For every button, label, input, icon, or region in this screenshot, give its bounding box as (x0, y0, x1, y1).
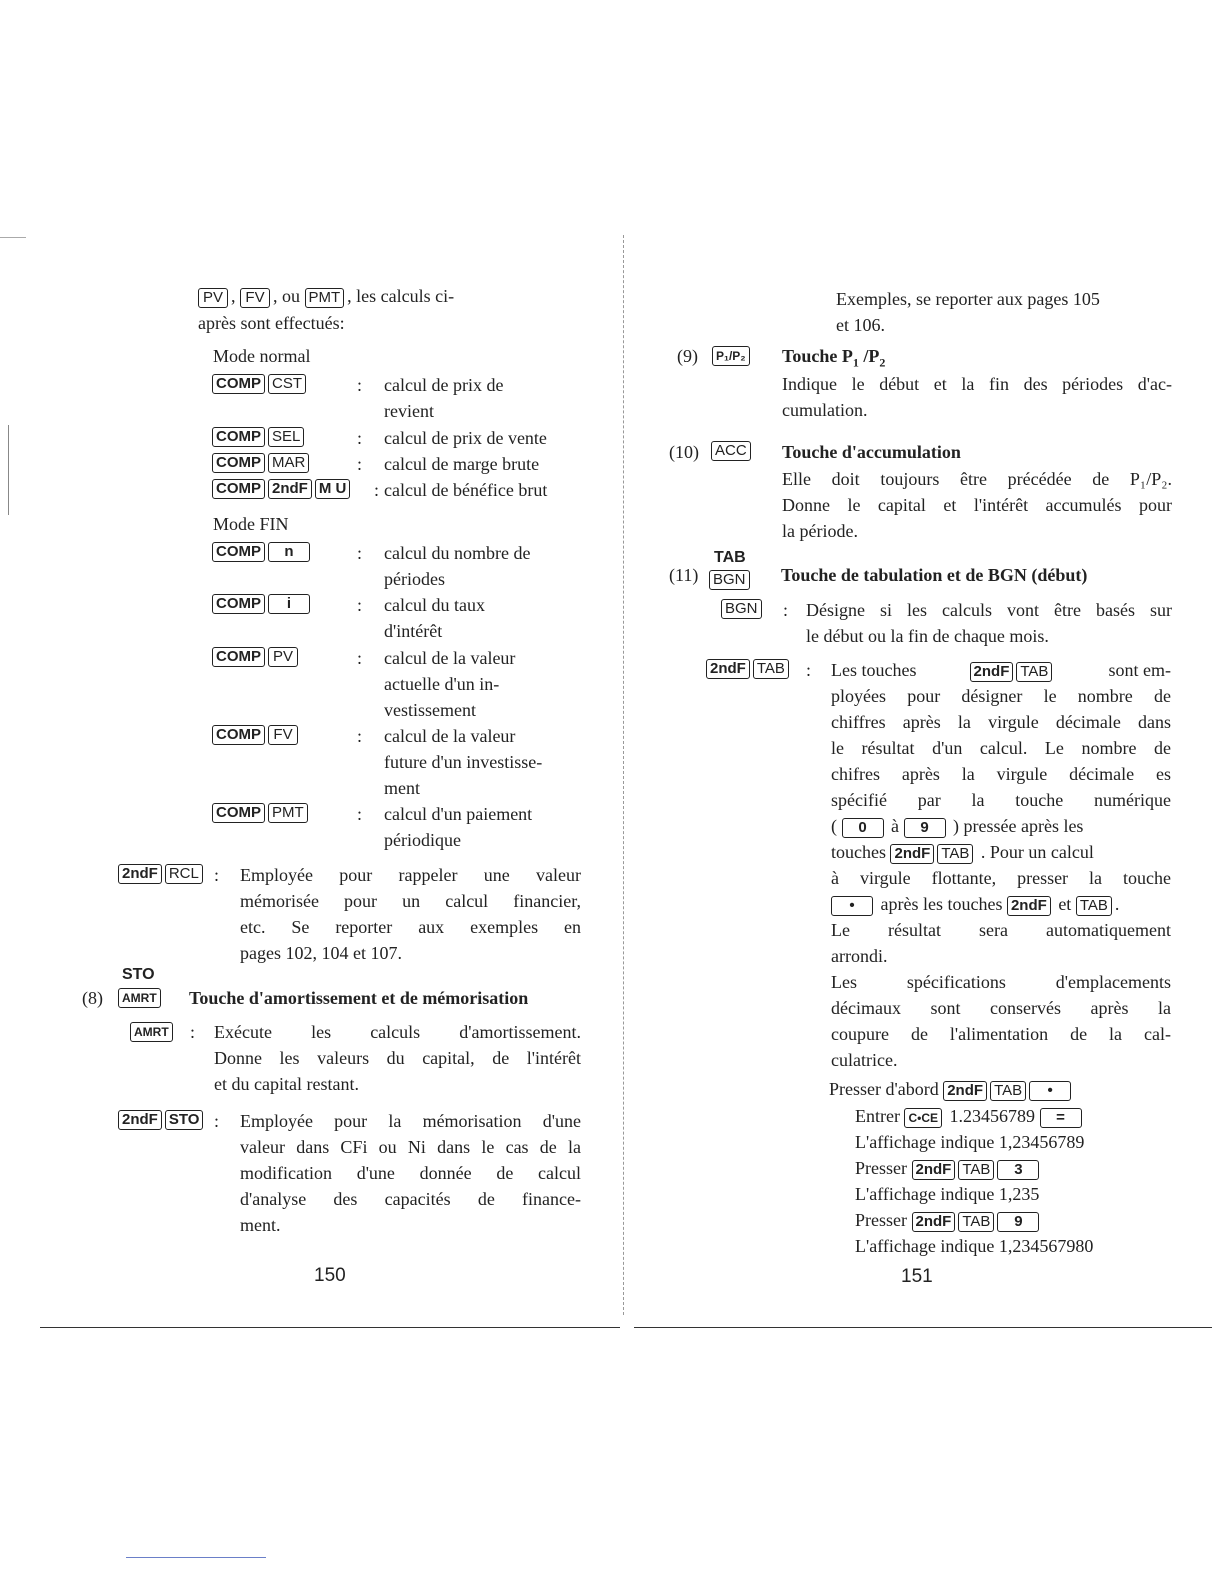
normal-row-keys: COMP SEL (212, 427, 307, 447)
normal-row-keys: COMP MAR (212, 453, 312, 473)
normal-row-keys: COMP 2ndF M U (212, 479, 353, 499)
fin-row-desc: calcul de la valeur future d'un investisse- ment (384, 726, 543, 798)
fin-row-keys: COMP i (212, 594, 313, 614)
section-11-title: Touche de tabulation et de BGN (début) (781, 565, 1088, 585)
section-9-title: Touche $P_1$ $/P_2$ (782, 346, 886, 370)
normal-row-desc: calcul de prix de vente (384, 428, 547, 448)
normal-row-desc: calcul de marge brute (384, 454, 540, 474)
bottom-rule-left (40, 1327, 620, 1328)
example-entrer: Entrer C•CE 1.23456789 = (855, 1103, 1085, 1129)
fin-row-keys: COMP PV (212, 647, 301, 667)
page-number-left: 150 (314, 1265, 346, 1286)
fin-row-desc: calcul du nombre de périodes (384, 543, 531, 589)
normal-row-desc: calcul de prix de revient (384, 375, 504, 421)
footer-rule (126, 1557, 266, 1558)
normal-row-desc: calcul de bénéfice brut (384, 480, 548, 500)
example-presser-9: Presser 2ndF TAB 9 (855, 1207, 1042, 1233)
example-affichage-3: L'affichage indique 1,234567980 (855, 1236, 1094, 1256)
sto-label: STO (122, 966, 155, 983)
section-11-key: BGN (709, 570, 753, 590)
section-9-number: (9) (677, 346, 698, 366)
scan-mark-left (0, 237, 26, 238)
page-number-right: 151 (901, 1266, 933, 1287)
section-9-description: Indique le début et la fin des périodes d'ac- cumulation. (782, 374, 1172, 420)
fin-row-keys: COMP n (212, 542, 313, 562)
section-8-title: Touche d'amortissement et de mémorisation (189, 988, 529, 1008)
fin-row-keys: COMP FV (212, 725, 301, 745)
intro-line: PV , FV , ou PMT , les calculs ci- (198, 283, 454, 309)
intro-examples: Exemples, se reporter aux pages 105 et 106. (836, 289, 1100, 335)
amrt-key: AMRT (130, 1022, 176, 1042)
fin-row-desc: calcul d'un paiement périodique (384, 804, 533, 850)
amrt-description: Exécute les calculs d'amortissement. Donne les valeurs du capital, de l'intérêt et du capital restant. (214, 1022, 581, 1094)
example-affichage-1: L'affichage indique 1,23456789 (855, 1132, 1085, 1152)
fin-row-desc: calcul du taux d'intérêt (384, 595, 485, 641)
key-fv: FV (240, 288, 270, 308)
normal-row-keys: COMP CST (212, 374, 309, 394)
bgn-description: Désigne si les calculs vont être basés sur le début ou la fin de chaque mois. (806, 600, 1172, 646)
tab-keys: 2ndF TAB (706, 659, 792, 679)
example-affichage-2: L'affichage indique 1,235 (855, 1184, 1040, 1204)
sto-keys: 2ndF STO (118, 1110, 206, 1130)
section-8-number: (8) (82, 988, 103, 1008)
section-10-number: (10) (669, 442, 699, 462)
scan-mark-bar (8, 425, 9, 515)
key-pv: PV (198, 288, 228, 308)
fin-row-keys: COMP PMT (212, 803, 311, 823)
section-10-description: Elle doit toujours être précédée de P₁/P₂. Donne le capital et l'intérêt accumulés pour la période. (782, 469, 1172, 541)
rcl-description: Employée pour rappeler une valeur mémorisée pour un calcul financier, etc. Se reporter aux exemples en pages 102, 104 et 107. (240, 865, 581, 963)
section-11-number: (11) (669, 565, 699, 585)
bottom-rule-right (634, 1327, 1212, 1328)
section-8-key: AMRT (118, 988, 164, 1008)
page-divider (623, 235, 624, 1315)
bgn-key: BGN (721, 599, 765, 619)
section-9-key: P₁/P₂ (712, 346, 753, 366)
rcl-keys: 2ndF RCL (118, 864, 206, 884)
fin-row-desc: calcul de la valeur actuelle d'un in- vestissement (384, 648, 516, 720)
tab-description: Les touches 2ndF TAB sont em- ployées pour désigner le nombre de chiffres après la virgule décimale dans le résultat d'un calcul. Le nombre de chifres après la virgule décimale es spécifié par la touche numérique ( 0 à 9 ) pressée après les touches 2ndF TAB . Pour un calcul à virgule flottante, presser la touche • après les touches 2ndF et TAB . Le résultat sera automatiquement arrondi. Les spécifications d'emplacements décimaux sont conservés après la coupure de l'alimentation de la cal- culatrice. (831, 660, 1171, 1070)
example-presser-abord: Presser d'abord 2ndF TAB • (829, 1076, 1074, 1102)
mode-fin-heading: Mode FIN (213, 514, 289, 534)
section-10-title: Touche d'accumulation (782, 442, 961, 462)
key-pmt: PMT (305, 288, 345, 308)
intro-line-2: après sont effectués: (198, 313, 345, 333)
sto-description: Employée pour la mémorisation d'une valeur dans CFi ou Ni dans le cas de la modification d'une donnée de calcul d'analyse des capacités de finance- ment. (240, 1111, 581, 1235)
tab-label: TAB (714, 549, 746, 566)
example-presser-3: Presser 2ndF TAB 3 (855, 1155, 1042, 1181)
section-10-key: ACC (711, 441, 754, 461)
mode-normal-heading: Mode normal (213, 346, 311, 366)
